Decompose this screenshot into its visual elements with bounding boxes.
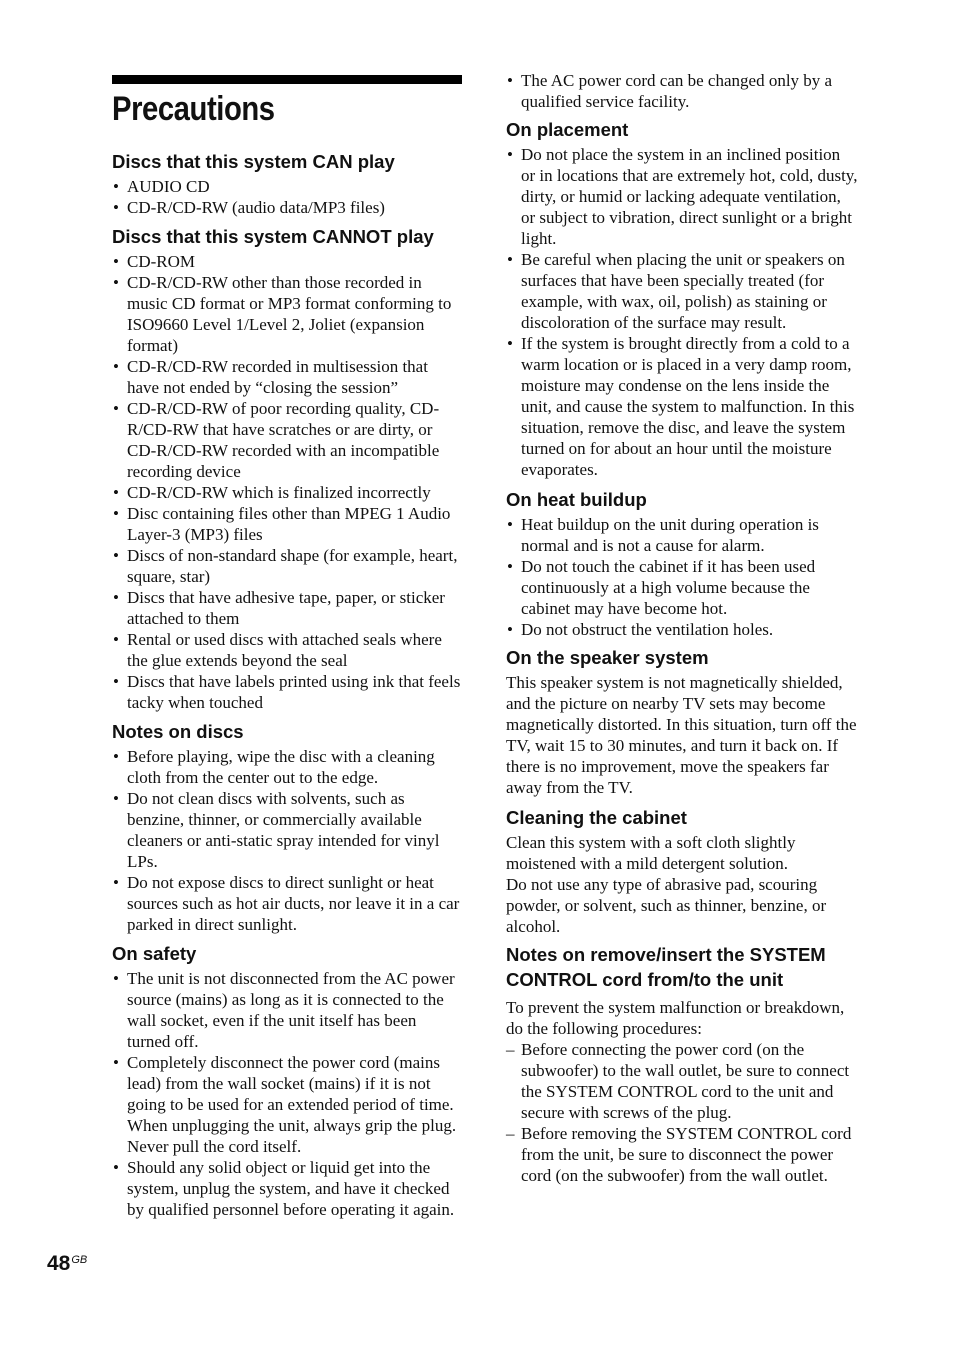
page-number [47,1252,87,1276]
list-item: • Do not clean discs with solvents, such as benzine, thinner, or commercially available cleaners or anti-static spray intended for vinyl LPs. [112,788,462,872]
page-number-suffix: GB [71,1254,88,1266]
list-item: • The unit is not disconnected from the AC power source (mains) as long as it is connected to the wall socket, even if the unit itself has been turned off. [112,968,462,1052]
section-notes-discs [112,719,462,935]
list-item: • CD-ROM [112,251,462,272]
list-item: – Before removing the SYSTEM CONTROL cord from the unit, be sure to disconnect the power cord (on the subwoofer) from the wall outlet. [506,1123,858,1186]
list-item: • Be careful when placing the unit or speakers on surfaces that have been specially treated (for example, with wax, oil, polish) as staining or discoloration of the surface may result. [506,249,858,333]
list-item: • Heat buildup on the unit during operation is normal and is not a cause for alarm. [506,514,858,556]
list-item: • Disc containing files other than MPEG 1 Audio Layer-3 (MP3) files [112,503,462,545]
section-heat-buildup [506,487,858,640]
section-safety [112,941,462,1220]
paragraph: Clean this system with a soft cloth slightly moistened with a mild detergent solution. [506,833,796,873]
section-cleaning-cabinet [506,805,858,937]
page-number-value: 48 [47,1252,71,1275]
section-heading: On the speaker system [506,647,709,668]
title-rule [112,75,462,84]
section-heading: Notes on discs [112,721,244,742]
list-item: • Discs that have adhesive tape, paper, or sticker attached to them [112,587,462,629]
list-item: • Do not expose discs to direct sunlight or heat sources such as hot air ducts, nor leave it in a car parked in direct sunlight. [112,872,462,935]
list-item: • Discs of non-standard shape (for example, heart, square, star) [112,545,462,587]
section-safety-continued [506,70,858,112]
list-item: • CD-R/CD-RW recorded in multisession that have not ended by “closing the session” [112,356,462,398]
section-heading: Discs that this system CAN play [112,151,395,172]
section-heading: On heat buildup [506,489,647,510]
list-item: • Do not touch the cabinet if it has been used continuously at a high volume because the cabinet may have become hot. [506,556,858,619]
section-heading: On safety [112,943,197,964]
list-item: • Do not place the system in an inclined position or in locations that are extremely hot, cold, dusty, dirty, or humid or lacking adequate ventilation, or subject to vibration, direct sunlight or a bright light. [506,144,858,249]
paragraph: To prevent the system malfunction or breakdown, do the following procedures: [506,998,845,1038]
list-item: • The AC power cord can be changed only by a qualified service facility. [506,70,858,112]
section-heading: Cleaning the cabinet [506,807,687,828]
section-system-control [506,942,858,1186]
list-item: • CD-R/CD-RW of poor recording quality, CD-R/CD-RW that have scratches or are dirty, or CD-R/CD-RW recorded with an incompatible recording device [112,398,462,482]
list-item: • Completely disconnect the power cord (mains lead) from the wall socket (mains) if it is not going to be used for an extended period of time. When unplugging the unit, always grip the plug. Never pull the cord itself. [112,1052,462,1157]
list-item: • CD-R/CD-RW other than those recorded in music CD format or MP3 format conforming to ISO9660 Level 1/Level 2, Joliet (expansion format) [112,272,462,356]
list-item: • CD-R/CD-RW (audio data/MP3 files) [112,197,462,218]
list-item: • Should any solid object or liquid get into the system, unplug the system, and have it checked by qualified personnel before operating it again. [112,1157,462,1220]
section-heading: Discs that this system CANNOT play [112,226,434,247]
paragraph: Do not use any type of abrasive pad, scouring powder, or solvent, such as thinner, benzine, or alcohol. [506,875,827,936]
section-speaker-system [506,645,858,798]
section-cannot-play [112,224,462,713]
section-placement [506,117,858,480]
section-heading: Notes on remove/insert the SYSTEM CONTROL cord from/to the unit [506,944,826,990]
list-item: • CD-R/CD-RW which is finalized incorrectly [112,482,462,503]
page-title: Precautions [112,90,275,128]
list-item: • Discs that have labels printed using ink that feels tacky when touched [112,671,462,713]
paragraph: This speaker system is not magnetically shielded, and the picture on nearby TV sets may become magnetically distorted. In this situation, turn off the TV, wait 15 to 30 minutes, and turn it back on. If there is no improvement, move the speakers far away from the TV. [506,673,857,797]
list-item: – Before connecting the power cord (on the subwoofer) to the wall outlet, be sure to connect the SYSTEM CONTROL cord to the unit and secure with screws of the plug. [506,1039,858,1123]
list-item: • Rental or used discs with attached seals where the glue extends beyond the seal [112,629,462,671]
section-can-play [112,149,462,218]
list-item: • AUDIO CD [112,176,462,197]
list-item: • Do not obstruct the ventilation holes. [506,619,858,640]
list-item: • Before playing, wipe the disc with a cleaning cloth from the center out to the edge. [112,746,462,788]
section-heading: On placement [506,119,629,140]
list-item: • If the system is brought directly from a cold to a warm location or is placed in a very damp room, moisture may condense on the lens inside the unit, and cause the system to malfunction. In this situation, remove the disc, and leave the system turned on for about an hour until the moisture evaporates. [506,333,858,480]
